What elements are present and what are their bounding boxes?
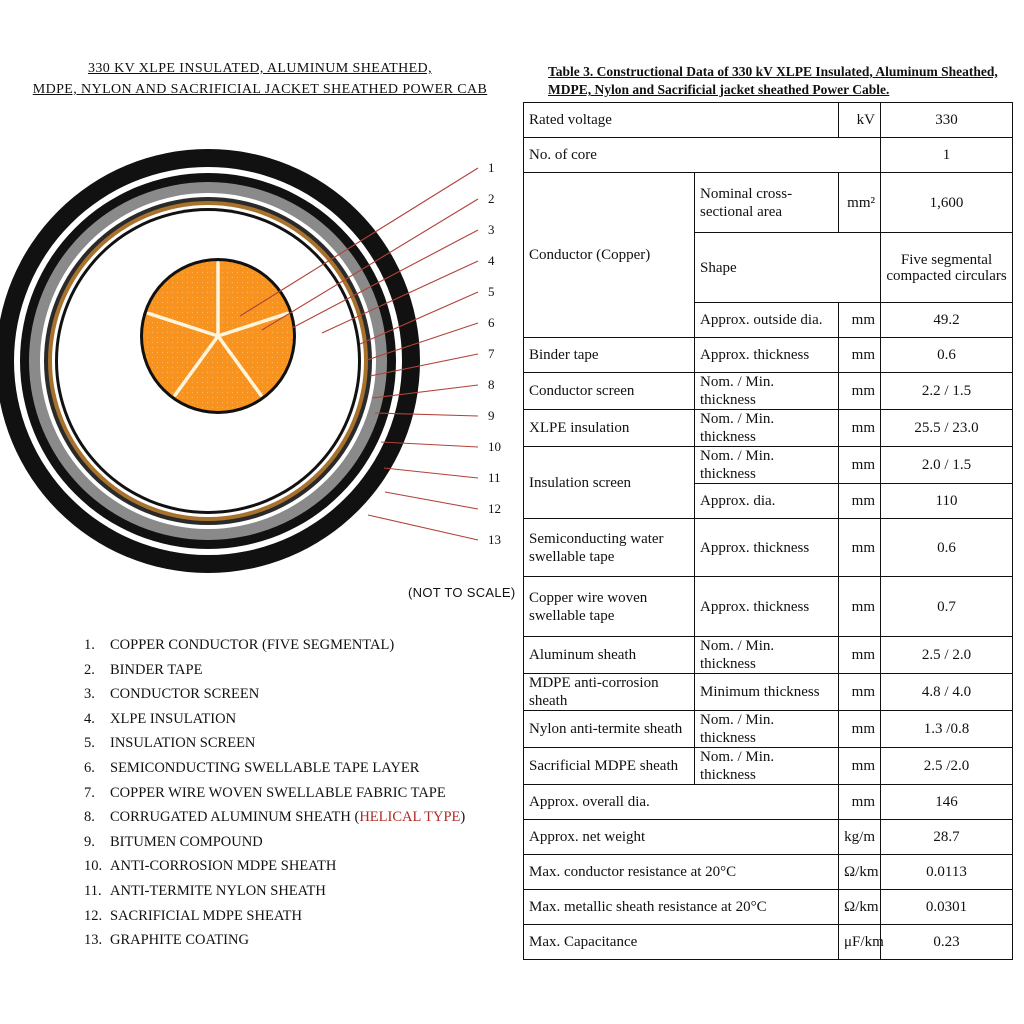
legend-item: 8. CORRUGATED ALUMINUM SHEATH (HELICAL TYPE) (84, 809, 466, 826)
callout-number: 10 (488, 439, 501, 454)
sub-cell: Nom. / Min. thickness (695, 447, 839, 484)
helical-type-highlight: HELICAL TYPE (359, 809, 461, 826)
param-cell: Conductor (Copper) (524, 173, 695, 338)
param-cell: Sacrificial MDPE sheath (524, 748, 695, 785)
param-cell: Max. metallic sheath resistance at 20°C (524, 890, 839, 925)
value-cell: 25.5 / 23.0 (881, 410, 1013, 447)
param-cell: No. of core (524, 138, 881, 173)
value-cell: 0.7 (881, 577, 1013, 637)
table-row (524, 855, 1013, 890)
param-cell: Max. conductor resistance at 20°C (524, 855, 839, 890)
callout-number: 7 (488, 346, 495, 361)
value-cell: Five segmental compacted circulars (881, 233, 1013, 303)
table-row (524, 410, 1013, 447)
table-title-line-1: Table 3. Constructional Data of 330 kV XLPE Insulated, Aluminum Sheathed, (548, 64, 998, 79)
unit-cell: mm² (839, 173, 881, 233)
callout-number: 12 (488, 501, 501, 516)
legend-item: 13. GRAPHITE COATING (84, 932, 249, 949)
leader-line (384, 468, 478, 478)
unit-cell: Ω/km (839, 855, 881, 890)
param-cell: Aluminum sheath (524, 637, 695, 674)
unit-cell: mm (839, 373, 881, 410)
table-row (524, 373, 1013, 410)
sub-cell: Approx. thickness (695, 519, 839, 577)
cable-cross-section (0, 0, 520, 600)
callout-number: 4 (488, 253, 495, 268)
table-row (524, 447, 1013, 484)
value-cell: 2.5 /2.0 (881, 748, 1013, 785)
sub-cell: Nominal cross-sectional area (695, 173, 839, 233)
callout-number: 8 (488, 377, 495, 392)
legend-item: 4. XLPE INSULATION (84, 710, 237, 727)
legend-item: 7. COPPER WIRE WOVEN SWELLABLE FABRIC TAPE (84, 784, 446, 801)
legend-item: 6. SEMICONDUCTING SWELLABLE TAPE LAYER (84, 759, 420, 776)
unit-cell: mm (839, 338, 881, 373)
component-legend (84, 633, 465, 953)
sub-cell: Nom. / Min. thickness (695, 711, 839, 748)
value-cell: 49.2 (881, 303, 1013, 338)
callout-number: 9 (488, 408, 495, 423)
value-cell: 0.6 (881, 338, 1013, 373)
callout-number: 11 (488, 470, 501, 485)
param-cell: MDPE anti-corrosion sheath (524, 674, 695, 711)
unit-cell: mm (839, 674, 881, 711)
value-cell: 1 (881, 138, 1013, 173)
table-row (524, 748, 1013, 785)
callout-number: 6 (488, 315, 495, 330)
unit-cell: mm (839, 637, 881, 674)
sub-cell: Approx. thickness (695, 577, 839, 637)
sub-cell: Nom. / Min. thickness (695, 637, 839, 674)
value-cell: 2.2 / 1.5 (881, 373, 1013, 410)
sub-cell: Nom. / Min. thickness (695, 373, 839, 410)
param-cell: Insulation screen (524, 447, 695, 519)
param-cell: Copper wire woven swellable tape (524, 577, 695, 637)
param-cell: Semiconducting water swellable tape (524, 519, 695, 577)
table-row (524, 637, 1013, 674)
value-cell: 330 (881, 103, 1013, 138)
not-to-scale-note: (NOT TO SCALE) (408, 585, 516, 600)
unit-cell: mm (839, 519, 881, 577)
leader-line (368, 515, 478, 540)
table-row (524, 519, 1013, 577)
unit-cell: mm (839, 484, 881, 519)
table-row (524, 711, 1013, 748)
value-cell: 2.5 / 2.0 (881, 637, 1013, 674)
callout-number: 3 (488, 222, 495, 237)
value-cell: 4.8 / 4.0 (881, 674, 1013, 711)
param-cell: Conductor screen (524, 373, 695, 410)
legend-item: 2. BINDER TAPE (84, 661, 203, 678)
table-row (524, 785, 1013, 820)
value-cell: 0.6 (881, 519, 1013, 577)
callout-number: 5 (488, 284, 495, 299)
table-row (524, 138, 1013, 173)
callout-number: 13 (488, 532, 501, 547)
value-cell: 1,600 (881, 173, 1013, 233)
table-row (524, 103, 1013, 138)
table-row (524, 338, 1013, 373)
legend-item: 9. BITUMEN COMPOUND (84, 833, 263, 850)
table-row (524, 890, 1013, 925)
table-title (548, 63, 1018, 99)
unit-cell: kg/m (839, 820, 881, 855)
value-cell: 1.3 /0.8 (881, 711, 1013, 748)
sub-cell: Shape (695, 233, 881, 303)
value-cell: 146 (881, 785, 1013, 820)
param-cell: Max. Capacitance (524, 925, 839, 960)
unit-cell: mm (839, 577, 881, 637)
unit-cell: mm (839, 711, 881, 748)
param-cell: Approx. overall dia. (524, 785, 839, 820)
legend-item: 1. COPPER CONDUCTOR (FIVE SEGMENTAL) (84, 637, 395, 653)
param-cell: Binder tape (524, 338, 695, 373)
table-title-line-2: MDPE, Nylon and Sacrificial jacket sheathed Power Cable. (548, 82, 890, 97)
unit-cell: mm (839, 447, 881, 484)
table-row (524, 820, 1013, 855)
value-cell: 2.0 / 1.5 (881, 447, 1013, 484)
sub-cell: Approx. thickness (695, 338, 839, 373)
callout-number: 2 (488, 191, 495, 206)
value-cell: 0.0301 (881, 890, 1013, 925)
param-cell: Rated voltage (524, 103, 839, 138)
legend-item: 12. SACRIFICIAL MDPE SHEATH (84, 907, 303, 924)
unit-cell: mm (839, 303, 881, 338)
diagram-title-line-1: 330 KV XLPE INSULATED, ALUMINUM SHEATHED, (88, 61, 432, 76)
table-row (524, 577, 1013, 637)
unit-cell: mm (839, 785, 881, 820)
callout-number: 1 (488, 160, 495, 175)
unit-cell: Ω/km (839, 890, 881, 925)
sub-cell: Nom. / Min. thickness (695, 748, 839, 785)
constructional-data-table (523, 102, 1013, 960)
value-cell: 110 (881, 484, 1013, 519)
unit-cell: mm (839, 410, 881, 447)
table-row (524, 925, 1013, 960)
value-cell: 0.0113 (881, 855, 1013, 890)
value-cell: 28.7 (881, 820, 1013, 855)
diagram-title-line-2: MDPE, NYLON AND SACRIFICIAL JACKET SHEATHED POWER CAB (32, 82, 488, 97)
unit-cell: kV (839, 103, 881, 138)
param-cell: XLPE insulation (524, 410, 695, 447)
param-cell: Approx. net weight (524, 820, 839, 855)
value-cell: 0.23 (881, 925, 1013, 960)
legend-item: 3. CONDUCTOR SCREEN (84, 686, 260, 703)
leader-line (385, 492, 478, 509)
legend-item: 11. ANTI-TERMITE NYLON SHEATH (84, 882, 326, 899)
legend-item: 10. ANTI-CORROSION MDPE SHEATH (84, 858, 337, 875)
sub-cell: Nom. / Min. thickness (695, 410, 839, 447)
sub-cell: Approx. dia. (695, 484, 839, 519)
param-cell: Nylon anti-termite sheath (524, 711, 695, 748)
legend-item: 5. INSULATION SCREEN (84, 735, 256, 752)
unit-cell: μF/km (839, 925, 881, 960)
table-row (524, 674, 1013, 711)
unit-cell: mm (839, 748, 881, 785)
table-row (524, 173, 1013, 233)
sub-cell: Approx. outside dia. (695, 303, 839, 338)
sub-cell: Minimum thickness (695, 674, 839, 711)
